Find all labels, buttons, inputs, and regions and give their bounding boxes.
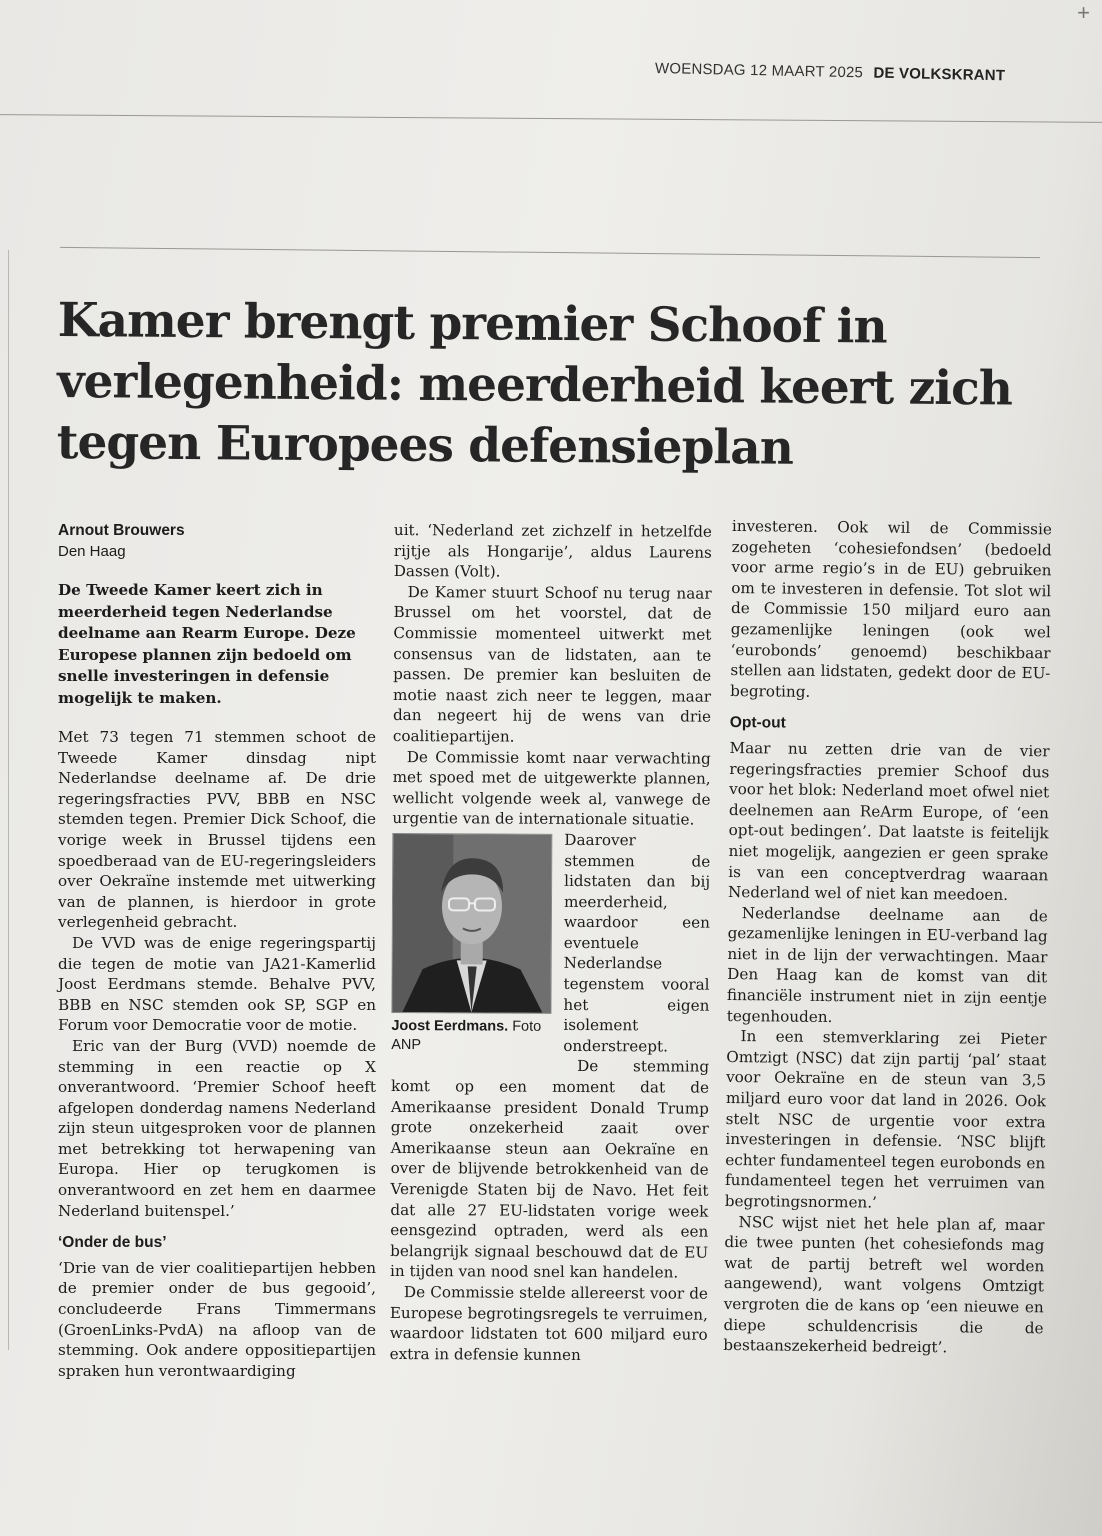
article-column-2 — [390, 520, 712, 1366]
photo-block — [391, 833, 554, 1056]
body-paragraph: Eric van der Burg (VVD) noemde de stemming in een reactie op X onverantwoord. ‘Premier Schoof heeft afgelopen donderdag namens Nederland zijn steun uitgesproken voor de plannen met betrekking tot herwapening van Europa. Hier op terugkomen is onverantwoord en zet hem en daarmee Nederland buitenspel.’ — [58, 1036, 376, 1220]
page-edge-line — [8, 250, 9, 1350]
byline-place: Den Haag — [58, 543, 126, 560]
body-paragraph: uit. ‘Nederland zet zichzelf in hetzelfde rijtje als Hongarije’, aldus Laurens Dassen (Volt). — [393, 521, 712, 581]
body-paragraph: NSC wijst niet het hele plan af, maar die twee punten (het cohesiefonds mag wat de partij betreft wel worden aangewend), want volgens Omtzigt vergroten die de kans op ‘een nieuwe en diepe schuldencrisis die de bestaanszekerheid bedreigt’. — [723, 1212, 1045, 1357]
caption-name: Joost Eerdmans. — [391, 1017, 509, 1035]
body-paragraph: In een stemverklaring zei Pieter Omtzigt (NSC) dat zijn partij ‘pal’ staat voor Oekraïne en de steun van 3,5 miljard euro voor dat land in 2026. Ook stelt NSC de urgentie voor extra investeringen in defensie. ‘NSC blijft echter fundamenteel tegen eurobonds en fundamenteel tegen het verruimen van begrotingsnormen.’ — [724, 1027, 1047, 1212]
body-paragraph: De stemming komt op een moment dat de Amerikaanse president Donald Trump grote onzekerheid zaait over Amerikaanse steun aan Oekraïne en over de blijvende betrokkenheid van de Verenigde Staten bij de Navo. Het feit dat alle 27 EU-lidstaten vorige week eensgezind optraden, werd als een belangrijk signaal beschouwd dat de EU in tijden van nood snel kan handelen. — [390, 1057, 710, 1282]
body-paragraph: Daarover stemmen de lidstaten dan bij meerderheid, waardoor een eventuele Nederlandse tegenstem vooral het eigen isolement onderstreept. — [563, 830, 711, 1056]
photo-caption — [391, 1017, 553, 1056]
article-headline: Kamer brengt premier Schoof in verlegenheid: meerderheid keert zich tegen Europees defensieplan — [56, 292, 1013, 476]
byline-author: Arnout Brouwers — [58, 522, 185, 539]
body-paragraph: Maar nu zetten drie van de vier regeringsfracties premier Schoof dus voor het blok: Nederland moet ofwel niet deelnemen aan ReArm Europe, of ‘een opt-out bedingen’. Dat laatste is feitelijk niet mogelijk, aangezien er geen sprake is van een conceptverdrag waaraan Nederland wel of niet kan meedoen. — [727, 738, 1050, 905]
masthead — [655, 60, 1055, 85]
portrait-photo — [391, 833, 552, 1014]
article-lead — [58, 580, 376, 709]
newspaper-name: DE VOLKSKRANT — [873, 64, 1006, 85]
body-paragraph: De Commissie komt naar verwachting met spoed met de uitgewerkte plannen, wellicht volgende week al, vanwege de urgentie van de internationale situatie. — [392, 747, 711, 829]
article-column-3 — [723, 516, 1052, 1359]
body-paragraph: De Kamer stuurt Schoof nu terug naar Brussel om het voorstel, dat de Commissie momenteel uitwerkt met consensus van de lidstaten, aan te passen. De premier kan besluiten de motie naast zich neer te leggen, maar dan negeert hij de wens van drie coalitiepartijen. — [392, 582, 712, 746]
article-column-1 — [58, 520, 376, 1381]
subheading: ‘Onder de bus’ — [58, 1234, 167, 1252]
body-paragraph: De VVD was de enige regeringspartij die tegen de motie van JA21-Kamerlid Joost Eerdmans stemde. Behalve PVV, BBB en NSC stemden ook SP, SGP en Forum voor Democratie voor de motie. — [58, 933, 376, 1035]
body-paragraph: De Commissie stelde allereerst voor de Europese begrotingsregels te verruimen, waardoor lidstaten tot 600 miljard euro extra in defensie kunnen — [389, 1283, 709, 1364]
body-paragraph: ‘Drie van de vier coalitiepartijen hebben de premier onder de bus gegooid’, concludeerde Frans Timmermans (GroenLinks-PvdA) na afloop van de stemming. Ook andere oppositiepartijen spraken hun verontwaardiging — [58, 1258, 376, 1380]
section-rule — [60, 247, 1040, 258]
crop-mark: + — [1077, 0, 1090, 25]
caption-credit: Foto ANP — [391, 1018, 542, 1054]
header-rule — [0, 114, 1102, 123]
body-paragraph: Nederlandse deelname aan de gezamenlijke leningen in EU-verband lag niet in de lijn der verwachtingen. Maar Den Haag kan de komst van dit financiële instrument niet in zijn eentje tegenhouden. — [726, 903, 1048, 1026]
body-paragraph: Met 73 tegen 71 stemmen schoot de Tweede Kamer dinsdag nipt Nederlandse deelname af. De drie regeringsfracties PVV, BBB en NSC stemden tegen. Premier Dick Schoof, die vorige week in Brussel tijdens een spoedberaad van de EU-regeringsleiders over Oekraïne instemde met uitwerking van de plannen, is hierdoor in grote verlegenheid gebracht. — [58, 728, 376, 932]
lead-paragraph: De Tweede Kamer keert zich in meerderheid tegen Nederlandse deelname aan Rearm Europe. Deze Europese plannen zijn bedoeld om snelle investeringen in defensie mogelijk te maken. — [58, 581, 356, 707]
issue-date: WOENSDAG 12 MAART 2025 — [654, 60, 864, 82]
body-paragraph: investeren. Ook wil de Commissie zogeheten ‘cohesiefondsen’ (bedoeld voor arme regio’s in de EU) gebruiken om te investeren in defensie. Tot slot wil de Commissie 150 miljard euro aan gezamenlijke leningen (ook wel ‘eurobonds’ genoemd) beschikbaar stellen aan lidstaten, gedekt door de EU-begroting. — [730, 516, 1052, 701]
subheading: Opt-out — [729, 714, 786, 732]
